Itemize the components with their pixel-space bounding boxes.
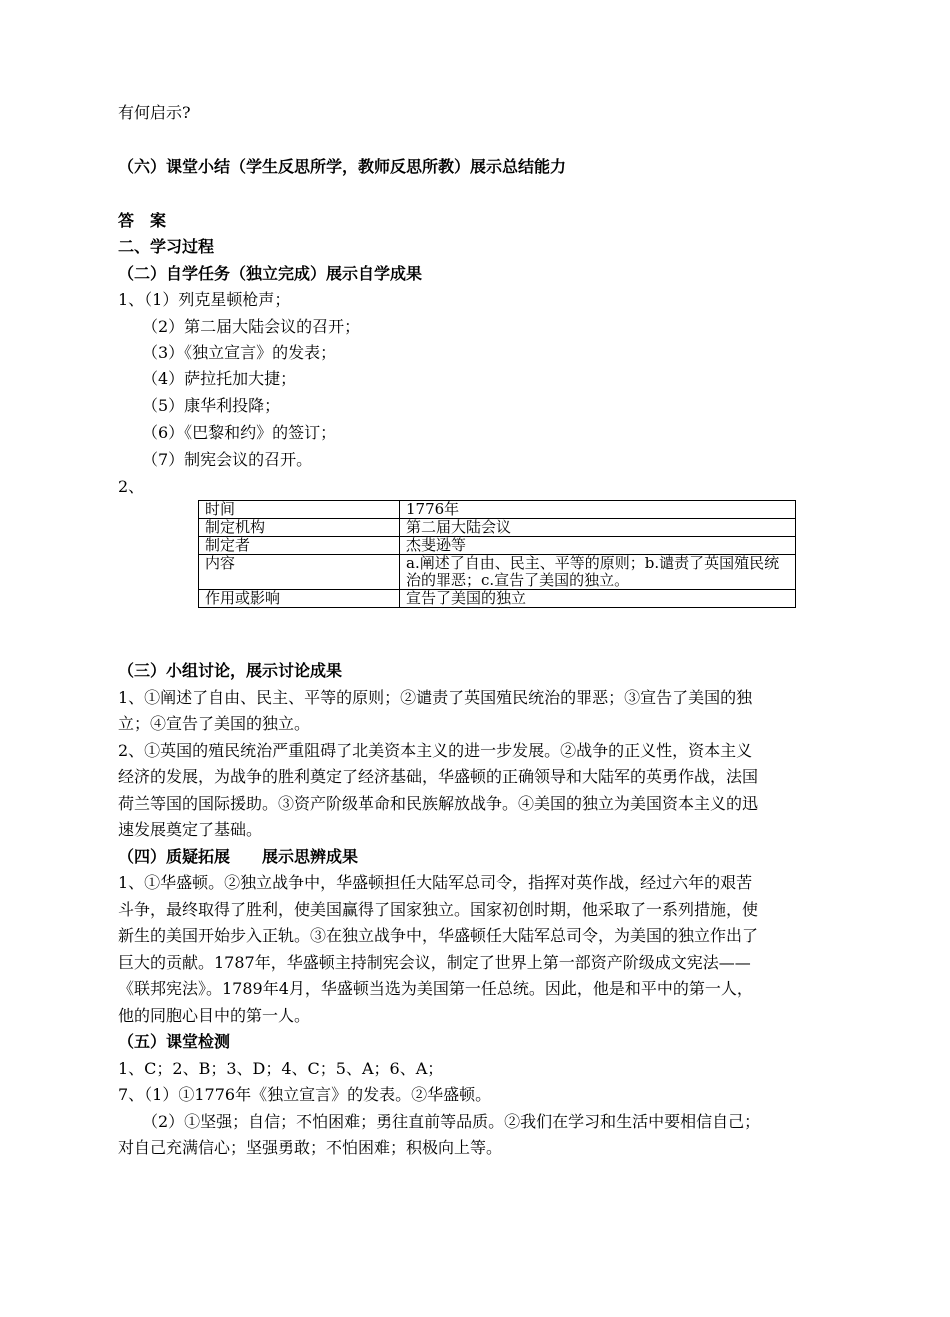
part3-line: 经济的发展，为战争的胜利奠定了经济基础，华盛顿的正确领导和大陆军的英勇作战，法国 (118, 767, 759, 786)
q1-item: （5）康华利投降； (142, 396, 281, 415)
table-row (199, 555, 796, 590)
part4-line: 新生的美国开始步入正轨。③在独立战争中，华盛顿任大陆军总司令，为美国的独立作出了 (118, 926, 759, 945)
declaration-table (198, 500, 796, 608)
question-fragment: 有何启示? (118, 103, 191, 122)
table-value-cell: 宣告了美国的独立 (400, 590, 796, 608)
part4-heading: （四）质疑拓展 展示思辨成果 (118, 847, 359, 866)
q1-item: （7）制宪会议的召开。 (142, 450, 313, 469)
table-label-cell: 时间 (199, 501, 400, 519)
table-value-cell: 1776年 (400, 501, 796, 519)
answers-title: 答 案 (118, 211, 167, 230)
table-label-cell: 作用或影响 (199, 590, 400, 608)
part3-line: 1、①阐述了自由、民主、平等的原则；②谴责了英国殖民统治的罪恶；③宣告了美国的独 (118, 688, 753, 707)
table-value-cell: a.阐述了自由、民主、平等的原则；b.谴责了英国殖民统治的罪恶；c.宣告了美国的独立。 (400, 555, 796, 590)
table-label-cell: 内容 (199, 555, 400, 590)
part4-line: 巨大的贡献。1787年，华盛顿主持制宪会议，制定了世界上第一部资产阶级成文宪法—— (118, 953, 751, 972)
part4-line: 斗争，最终取得了胜利，使美国赢得了国家独立。国家初创时期，他采取了一系列措施，使 (118, 900, 759, 919)
part5-line: （2）①坚强；自信；不怕困难；勇往直前等品质。②我们在学习和生活中要相信自己； (142, 1112, 761, 1131)
part3-line: 速发展奠定了基础。 (118, 820, 263, 839)
table-row (199, 537, 796, 555)
part4-line: 他的同胞心目中的第一人。 (118, 1006, 311, 1025)
q1-item: （3）《独立宣言》的发表； (142, 343, 337, 362)
part5-line: 1、C；2、B；3、D；4、C；5、A；6、A； (118, 1059, 444, 1078)
table-label-cell: 制定者 (199, 537, 400, 555)
q1-item: （6）《巴黎和约》的签订； (142, 423, 337, 442)
table-row (199, 519, 796, 537)
part4-line: 1、①华盛顿。②独立战争中，华盛顿担任大陆军总司令，指挥对英作战，经过六年的艰苦 (118, 873, 753, 892)
table-label-cell: 制定机构 (199, 519, 400, 537)
part3-line: 2、①英国的殖民统治严重阻碍了北美资本主义的进一步发展。②战争的正义性，资本主义 (118, 741, 753, 760)
part5-heading: （五）课堂检测 (118, 1032, 231, 1051)
part5-line: 7、（1）①1776年《独立宣言》的发表。②华盛顿。 (118, 1085, 492, 1104)
table-value-cell: 第二届大陆会议 (400, 519, 796, 537)
table-row (199, 590, 796, 608)
summary-heading: （六）课堂小结（学生反思所学，教师反思所教）展示总结能力 (118, 157, 567, 176)
table-value-cell: 杰斐逊等 (400, 537, 796, 555)
part4-line: 《联邦宪法》。1789年4月，华盛顿当选为美国第一任总统。因此，他是和平中的第一人， (118, 979, 753, 998)
part3-heading: （三）小组讨论，展示讨论成果 (118, 661, 343, 680)
table-row (199, 501, 796, 519)
part2-heading: （二）自学任务（独立完成）展示自学成果 (118, 264, 423, 283)
q2-label: 2、 (118, 477, 145, 496)
q1-item: （2）第二届大陆会议的召开； (142, 317, 361, 336)
q1-item: 1、（1）列克星顿枪声； (118, 290, 291, 309)
q1-item: （4）萨拉托加大捷； (142, 369, 297, 388)
part5-line: 对自己充满信心；坚强勇敢；不怕困难；积极向上等。 (118, 1138, 503, 1157)
part3-line: 荷兰等国的国际援助。③资产阶级革命和民族解放战争。④美国的独立为美国资本主义的迅 (118, 794, 759, 813)
section-heading-learning-process: 二、学习过程 (118, 237, 215, 256)
part3-line: 立；④宣告了美国的独立。 (118, 714, 311, 733)
